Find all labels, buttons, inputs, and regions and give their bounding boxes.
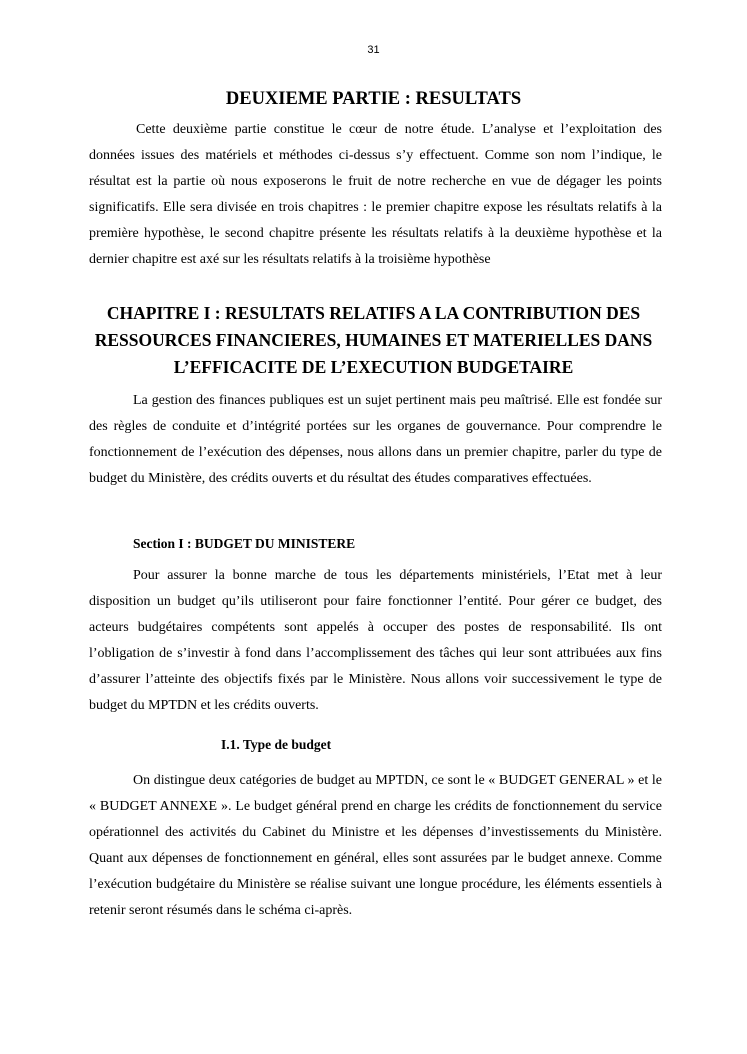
chapter-title: CHAPITRE I : RESULTATS RELATIFS A LA CONTRIBUTION DES RESSOURCES FINANCIERES, HUMAINES ET MATERIELLES DANS L’EFFICACITE DE L’EXECUTION BUDGETAIRE [94, 303, 653, 377]
chapter-block [89, 388, 662, 492]
intro-paragraph: Cette deuxième partie constitue le cœur de notre étude. L’analyse et l’exploitation des données issues des matériels et méthodes ci-dessus s’y effectuent. Comme son nom l’indique, le résultat est la partie où nous exposerons le fruit de notre recherche en vue de dégager les points significatifs. Elle sera divisée en trois chapitres : le premier chapitre expose les résultats relatifs à la première hypothèse, le second chapitre présente les résultats relatifs à la deuxième hypothèse et la dernier chapitre est axé sur les résultats relatifs à la troisième hypothèse [89, 122, 662, 267]
page-number: 31 [367, 44, 380, 56]
part-title: DEUXIEME PARTIE : RESULTATS [225, 89, 522, 109]
section-title: Section I : BUDGET DU MINISTERE [133, 536, 356, 551]
subsection-paragraph: On distingue deux catégories de budget au MPTDN, ce sont le « BUDGET GENERAL » et le « BUDGET ANNEXE ». Le budget général prend en charge les crédits de fonctionnement du service opérationnel des activités du Cabinet du Ministre et les dépenses d’investissements du Ministère. Quant aux dépenses de fonctionnement en général, elles sont assurées par le budget annexe. Comme l’exécution budgétaire du Ministère se réalise suivant une longue procédure, les éléments essentiels à retenir seront résumés dans le schéma ci-après. [89, 773, 662, 918]
intro-block [89, 117, 662, 273]
section-paragraph: Pour assurer la bonne marche de tous les départements ministériels, l’Etat met à leur disposition un budget qu’ils utiliseront pour faire fonctionner l’entité. Pour gérer ce budget, des acteurs budgétaires compétents sont appelés à occuper des postes de responsabilité. Ils ont l’obligation de s’investir à fond dans l’accomplissement des tâches qui leur sont attribuées aux fins d’assurer l’atteinte des objectifs fixés par le Ministère. Nous allons voir successivement le type de budget du MPTDN et les crédits ouverts. [89, 568, 662, 713]
chapter-paragraph: La gestion des finances publiques est un sujet pertinent mais peu maîtrisé. Elle est fondée sur des règles de conduite et d’intégrité portées sur les organes de gouvernance. Pour comprendre le fonctionnement de l’exécution des dépenses, nous allons dans un premier chapitre, parler du type de budget du Ministère, des crédits ouverts et du résultat des études comparatives effectuées. [89, 393, 662, 486]
subsection-block [89, 768, 662, 924]
subsection-title: I.1. Type de budget [221, 737, 332, 752]
section-block [89, 563, 662, 719]
